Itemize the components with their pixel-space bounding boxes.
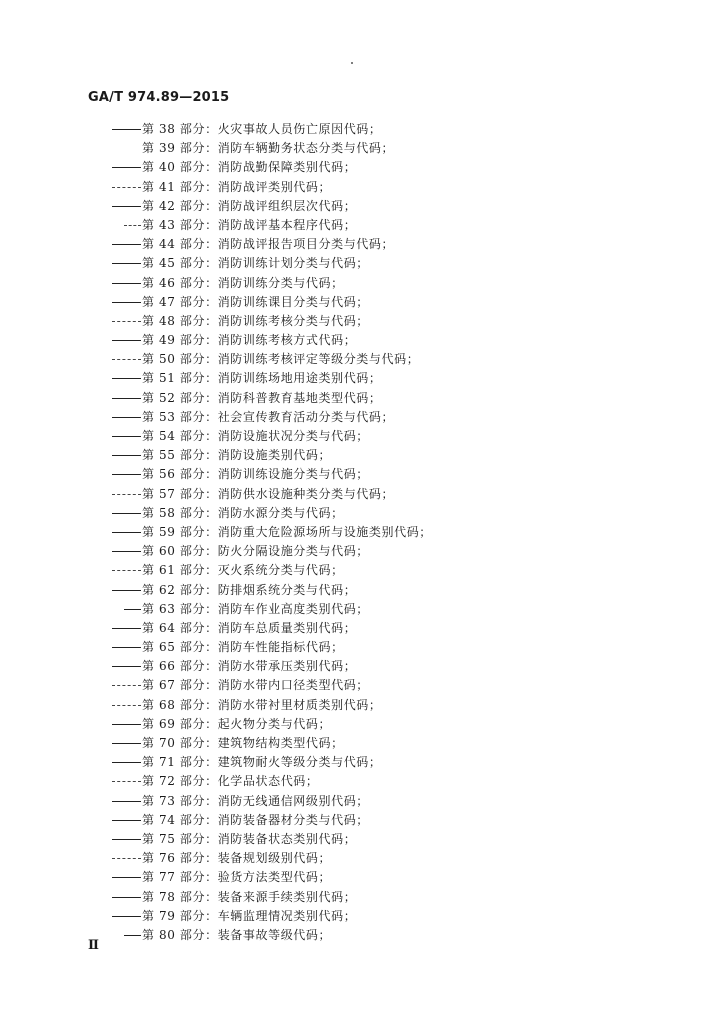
em-dash: [112, 283, 141, 284]
part-label: 第 78 部分：装备来源手续类别代码；: [142, 889, 357, 904]
part-label: 第 46 部分：消防训练分类与代码；: [142, 275, 344, 290]
em-dash: [112, 187, 141, 188]
em-dash: [112, 916, 141, 917]
list-item: [0, 830, 725, 849]
em-dash: [112, 551, 141, 552]
part-label: 第 62 部分：防排烟系统分类与代码；: [142, 582, 357, 597]
em-dash: [112, 743, 141, 744]
em-dash: [112, 436, 141, 437]
part-label: 第 44 部分：消防战评报告项目分类与代码；: [142, 237, 395, 252]
list-item: [0, 561, 725, 580]
part-label: 第 67 部分：消防水带内口径类型代码；: [142, 678, 369, 693]
list-item: [0, 523, 725, 542]
list-item: [0, 504, 725, 523]
em-dash: [112, 455, 141, 456]
em-dash: [112, 666, 141, 667]
list-item: [0, 715, 725, 734]
list-item: [0, 197, 725, 216]
em-dash: [112, 398, 141, 399]
list-item: [0, 676, 725, 695]
part-list: [0, 120, 725, 945]
part-label: 第 70 部分：建筑物结构类型代码；: [142, 736, 344, 750]
list-item: [0, 772, 725, 791]
part-label: 第 63 部分：消防车作业高度类别代码；: [142, 601, 369, 616]
list-item: [0, 638, 725, 657]
list-item: [0, 868, 725, 887]
em-dash: [112, 494, 141, 495]
part-label: 第 56 部分：消防训练设施分类与代码；: [142, 467, 369, 482]
part-label: 第 40 部分：消防战勤保障类别代码；: [142, 160, 357, 175]
em-dash: [112, 474, 141, 475]
em-dash: [112, 628, 141, 629]
list-item: [0, 753, 725, 772]
part-label: 第 79 部分：车辆监理情况类别代码；: [142, 908, 357, 923]
em-dash: [112, 513, 141, 514]
part-label: 第 48 部分：消防训练考核分类与代码；: [142, 313, 369, 328]
list-item: [0, 734, 725, 753]
em-dash: [112, 647, 141, 648]
part-label: 第 61 部分：灭火系统分类与代码；: [142, 563, 344, 578]
list-item: [0, 907, 725, 926]
list-item: [0, 581, 725, 600]
part-label: 第 76 部分：装备规划级别代码；: [142, 851, 332, 866]
em-dash: [112, 705, 141, 706]
list-item: [0, 389, 725, 408]
list-item: [0, 369, 725, 388]
list-item: [0, 888, 725, 907]
part-label: 第 43 部分：消防战评基本程序代码；: [142, 217, 357, 232]
scan-speck: [351, 62, 353, 64]
part-label: 第 68 部分：消防水带衬里材质类别代码；: [142, 697, 382, 712]
em-dash: [112, 570, 141, 571]
em-dash: [112, 762, 141, 763]
list-item: [0, 792, 725, 811]
em-dash: [112, 167, 141, 168]
em-dash: [112, 801, 141, 802]
list-item: [0, 926, 725, 945]
list-item: [0, 158, 725, 177]
list-item: [0, 178, 725, 197]
list-item: [0, 408, 725, 427]
part-label: 第 60 部分：防火分隔设施分类与代码；: [142, 544, 369, 559]
part-label: 第 51 部分：消防训练场地用途类别代码；: [142, 371, 382, 386]
em-dash: [112, 263, 141, 264]
list-item: [0, 254, 725, 273]
list-item: [0, 235, 725, 254]
part-label: 第 75 部分：消防装备状态类别代码；: [142, 831, 357, 846]
part-label: 第 53 部分：社会宣传教育活动分类与代码；: [142, 409, 395, 424]
list-item: [0, 619, 725, 638]
part-label: 第 47 部分：消防训练课目分类与代码；: [142, 294, 369, 309]
standard-code: GA/T 974.89—2015: [88, 90, 230, 105]
part-label: 第 58 部分：消防水源分类与代码；: [142, 505, 344, 520]
part-label: 第 71 部分：建筑物耐火等级分类与代码；: [142, 755, 382, 770]
list-item: [0, 446, 725, 465]
em-dash: [112, 359, 141, 360]
em-dash: [112, 417, 141, 418]
part-label: 第 50 部分：消防训练考核评定等级分类与代码；: [142, 352, 420, 367]
list-item: [0, 120, 725, 139]
list-item: [0, 139, 725, 158]
em-dash: [124, 935, 141, 936]
em-dash: [112, 590, 141, 591]
list-item: [0, 542, 725, 561]
em-dash: [112, 858, 141, 859]
list-item: [0, 485, 725, 504]
list-item: [0, 657, 725, 676]
list-item: [0, 312, 725, 331]
em-dash: [112, 781, 141, 782]
em-dash: [112, 724, 141, 725]
list-item: [0, 427, 725, 446]
part-label: 第 77 部分：验货方法类型代码；: [142, 870, 332, 885]
part-label: 第 66 部分：消防水带承压类别代码；: [142, 659, 357, 674]
list-item: [0, 331, 725, 350]
part-label: 第 64 部分：消防车总质量类别代码；: [142, 620, 357, 635]
part-label: 第 65 部分：消防车性能指标代码；: [142, 640, 344, 655]
list-item: [0, 274, 725, 293]
em-dash: [112, 244, 141, 245]
part-label: 第 57 部分：消防供水设施种类分类与代码；: [142, 486, 395, 501]
em-dash: [112, 532, 141, 533]
part-label: 第 54 部分：消防设施状况分类与代码；: [142, 429, 369, 443]
page-number: Ⅱ: [88, 938, 99, 953]
list-item: [0, 600, 725, 619]
part-label: 第 59 部分：消防重大危险源场所与设施类别代码；: [142, 524, 432, 539]
em-dash: [112, 206, 141, 207]
em-dash: [112, 839, 141, 840]
list-item: [0, 293, 725, 312]
em-dash: [112, 321, 141, 322]
part-label: 第 45 部分：消防训练计划分类与代码；: [142, 256, 369, 271]
list-item: [0, 811, 725, 830]
part-label: 第 72 部分：化学品状态代码；: [142, 774, 319, 789]
em-dash: [112, 340, 141, 341]
list-item: [0, 465, 725, 484]
em-dash: [112, 897, 141, 898]
em-dash: [124, 225, 141, 226]
part-label: 第 38 部分：火灾事故人员伤亡原因代码；: [142, 122, 382, 136]
em-dash: [112, 820, 141, 821]
part-label: 第 42 部分：消防战评组织层次代码；: [142, 198, 357, 213]
list-item: [0, 216, 725, 235]
em-dash: [124, 609, 141, 610]
list-item: [0, 350, 725, 369]
part-label: 第 41 部分：消防战评类别代码；: [142, 179, 332, 194]
em-dash: [112, 378, 141, 379]
part-label: 第 74 部分：消防装备器材分类与代码；: [142, 812, 369, 827]
part-label: 第 55 部分：消防设施类别代码；: [142, 448, 332, 463]
part-label: 第 69 部分：起火物分类与代码；: [142, 716, 332, 731]
part-label: 第 80 部分：装备事故等级代码；: [142, 927, 332, 942]
list-item: [0, 696, 725, 715]
em-dash: [112, 685, 141, 686]
part-label: 第 52 部分：消防科普教育基地类型代码；: [142, 390, 382, 405]
list-item: [0, 849, 725, 868]
part-label: 第 49 部分：消防训练考核方式代码；: [142, 333, 357, 348]
part-label: 第 39 部分：消防车辆勤务状态分类与代码；: [142, 141, 395, 156]
em-dash: [112, 877, 141, 878]
part-label: 第 73 部分：消防无线通信网级别代码；: [142, 793, 369, 808]
em-dash: [112, 129, 141, 130]
em-dash: [112, 302, 141, 303]
